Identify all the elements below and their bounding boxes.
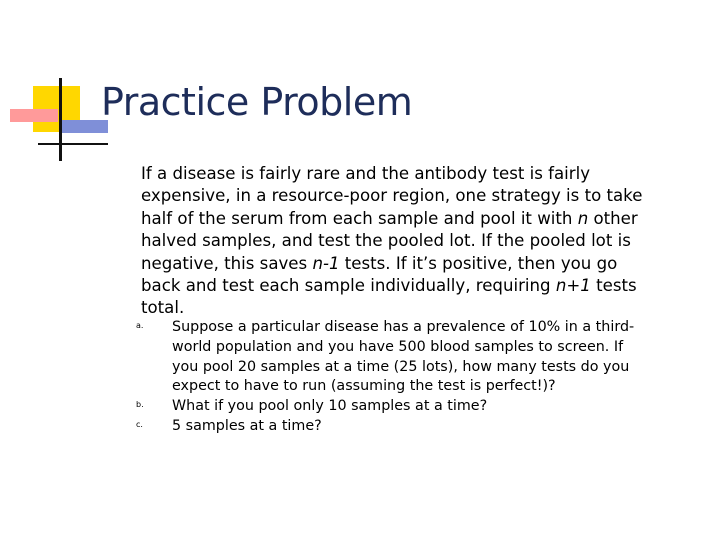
question-item-b xyxy=(136,397,696,417)
paragraph-line: halved samples, and test the pooled lot. If the pooled lot is xyxy=(141,231,631,251)
paragraph-line: total. xyxy=(141,298,185,318)
variable-n-minus-1: n-1 xyxy=(312,253,340,273)
list-marker: b. xyxy=(136,400,144,410)
vertical-line-decoration xyxy=(59,78,62,161)
red-bar-decoration xyxy=(10,109,58,122)
problem-paragraph xyxy=(141,163,689,320)
question-item-c xyxy=(136,417,696,437)
variable-n-plus-1: n+1 xyxy=(555,276,591,296)
list-marker: a. xyxy=(136,321,144,330)
slide-title: Practice Problem xyxy=(101,80,413,124)
paragraph-line: negative, this saves n-1 tests. If it’s positive, then you go xyxy=(141,253,618,273)
question-line: Suppose a particular disease has a prevalence of 10% in a third- xyxy=(172,319,635,335)
list-marker: c. xyxy=(136,419,143,429)
paragraph-line: back and test each sample individually, requiring n+1 tests xyxy=(141,276,637,296)
question-item-a xyxy=(136,318,696,397)
paragraph-line: half of the serum from each sample and pool it with n other xyxy=(141,208,638,228)
question-line: expect to have to run (assuming the test is perfect!)? xyxy=(172,378,556,395)
question-list xyxy=(136,318,696,437)
paragraph-line: expensive, in a resource-poor region, one strategy is to take xyxy=(141,186,643,206)
variable-n: n xyxy=(577,208,589,228)
paragraph-line: If a disease is fairly rare and the antibody test is fairly xyxy=(141,164,591,183)
question-line: 5 samples at a time? xyxy=(172,417,322,434)
question-line: What if you pool only 10 samples at a time? xyxy=(172,398,488,415)
question-line: world population and you have 500 blood samples to screen. If xyxy=(172,338,624,355)
horizontal-line-decoration xyxy=(38,143,108,145)
question-line: you pool 20 samples at a time (25 lots), how many tests do you xyxy=(172,358,630,375)
